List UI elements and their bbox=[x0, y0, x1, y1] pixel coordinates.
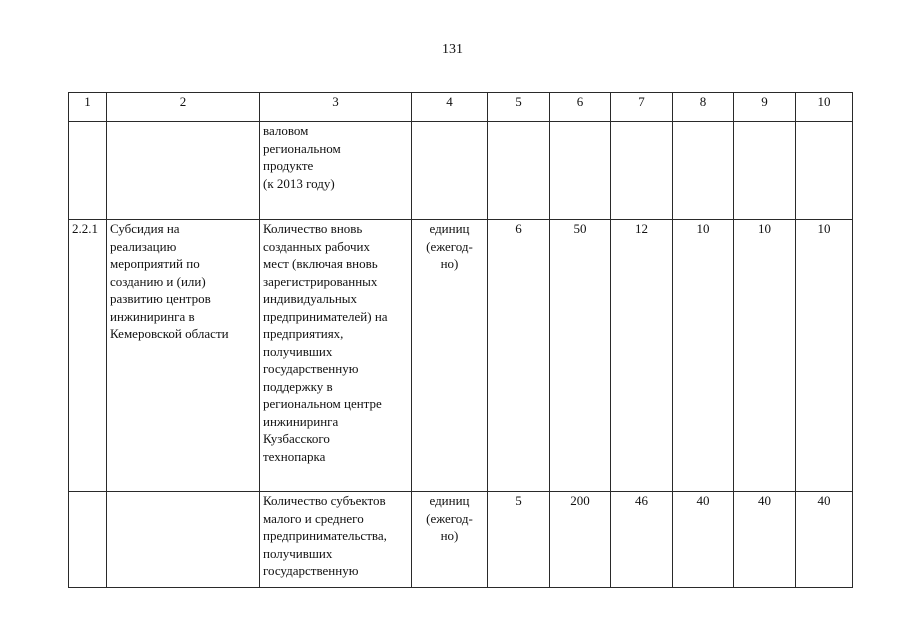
indicators-table bbox=[68, 92, 853, 588]
column-header: 10 bbox=[796, 93, 853, 122]
table-row bbox=[69, 122, 853, 220]
unit-cell: единиц (ежегод- но) bbox=[412, 492, 488, 588]
column-header: 1 bbox=[69, 93, 107, 122]
value-cell bbox=[488, 122, 550, 220]
indicator-cell: Количество субъектов малого и среднего предпринимательства, получивших государственную bbox=[260, 492, 412, 588]
value-cell bbox=[673, 122, 734, 220]
value-cell: 40 bbox=[673, 492, 734, 588]
column-header: 7 bbox=[611, 93, 673, 122]
value-cell bbox=[796, 122, 853, 220]
value-cell: 10 bbox=[734, 220, 796, 492]
column-header: 8 bbox=[673, 93, 734, 122]
unit-cell bbox=[412, 122, 488, 220]
column-header: 3 bbox=[260, 93, 412, 122]
measure-cell bbox=[107, 492, 260, 588]
row-id-cell: 2.2.1 bbox=[69, 220, 107, 492]
row-id-cell bbox=[69, 492, 107, 588]
measure-cell bbox=[107, 122, 260, 220]
table-header-row bbox=[69, 93, 853, 122]
value-cell bbox=[734, 122, 796, 220]
value-cell: 200 bbox=[550, 492, 611, 588]
indicator-cell: валовом региональном продукте (к 2013 году) bbox=[260, 122, 412, 220]
column-header: 2 bbox=[107, 93, 260, 122]
unit-cell: единиц (ежегод- но) bbox=[412, 220, 488, 492]
column-header: 9 bbox=[734, 93, 796, 122]
value-cell bbox=[611, 122, 673, 220]
value-cell bbox=[550, 122, 611, 220]
row-id-cell bbox=[69, 122, 107, 220]
page-number: 131 bbox=[442, 42, 463, 57]
table-row bbox=[69, 492, 853, 588]
value-cell: 46 bbox=[611, 492, 673, 588]
value-cell: 10 bbox=[673, 220, 734, 492]
value-cell: 50 bbox=[550, 220, 611, 492]
value-cell: 12 bbox=[611, 220, 673, 492]
column-header: 4 bbox=[412, 93, 488, 122]
measure-cell: Субсидия на реализацию мероприятий по созданию и (или) развитию центров инжиниринга в Кемеровской области bbox=[107, 220, 260, 492]
value-cell: 5 bbox=[488, 492, 550, 588]
column-header: 5 bbox=[488, 93, 550, 122]
value-cell: 10 bbox=[796, 220, 853, 492]
indicator-cell: Количество вновь созданных рабочих мест (включая вновь зарегистрированных индивидуальных предпринимателей) на предприятиях, получивших государственную поддержку в региональном центре инжиниринга Кузбасского технопарка bbox=[260, 220, 412, 492]
table-row bbox=[69, 220, 853, 492]
value-cell: 6 bbox=[488, 220, 550, 492]
value-cell: 40 bbox=[796, 492, 853, 588]
value-cell: 40 bbox=[734, 492, 796, 588]
column-header: 6 bbox=[550, 93, 611, 122]
